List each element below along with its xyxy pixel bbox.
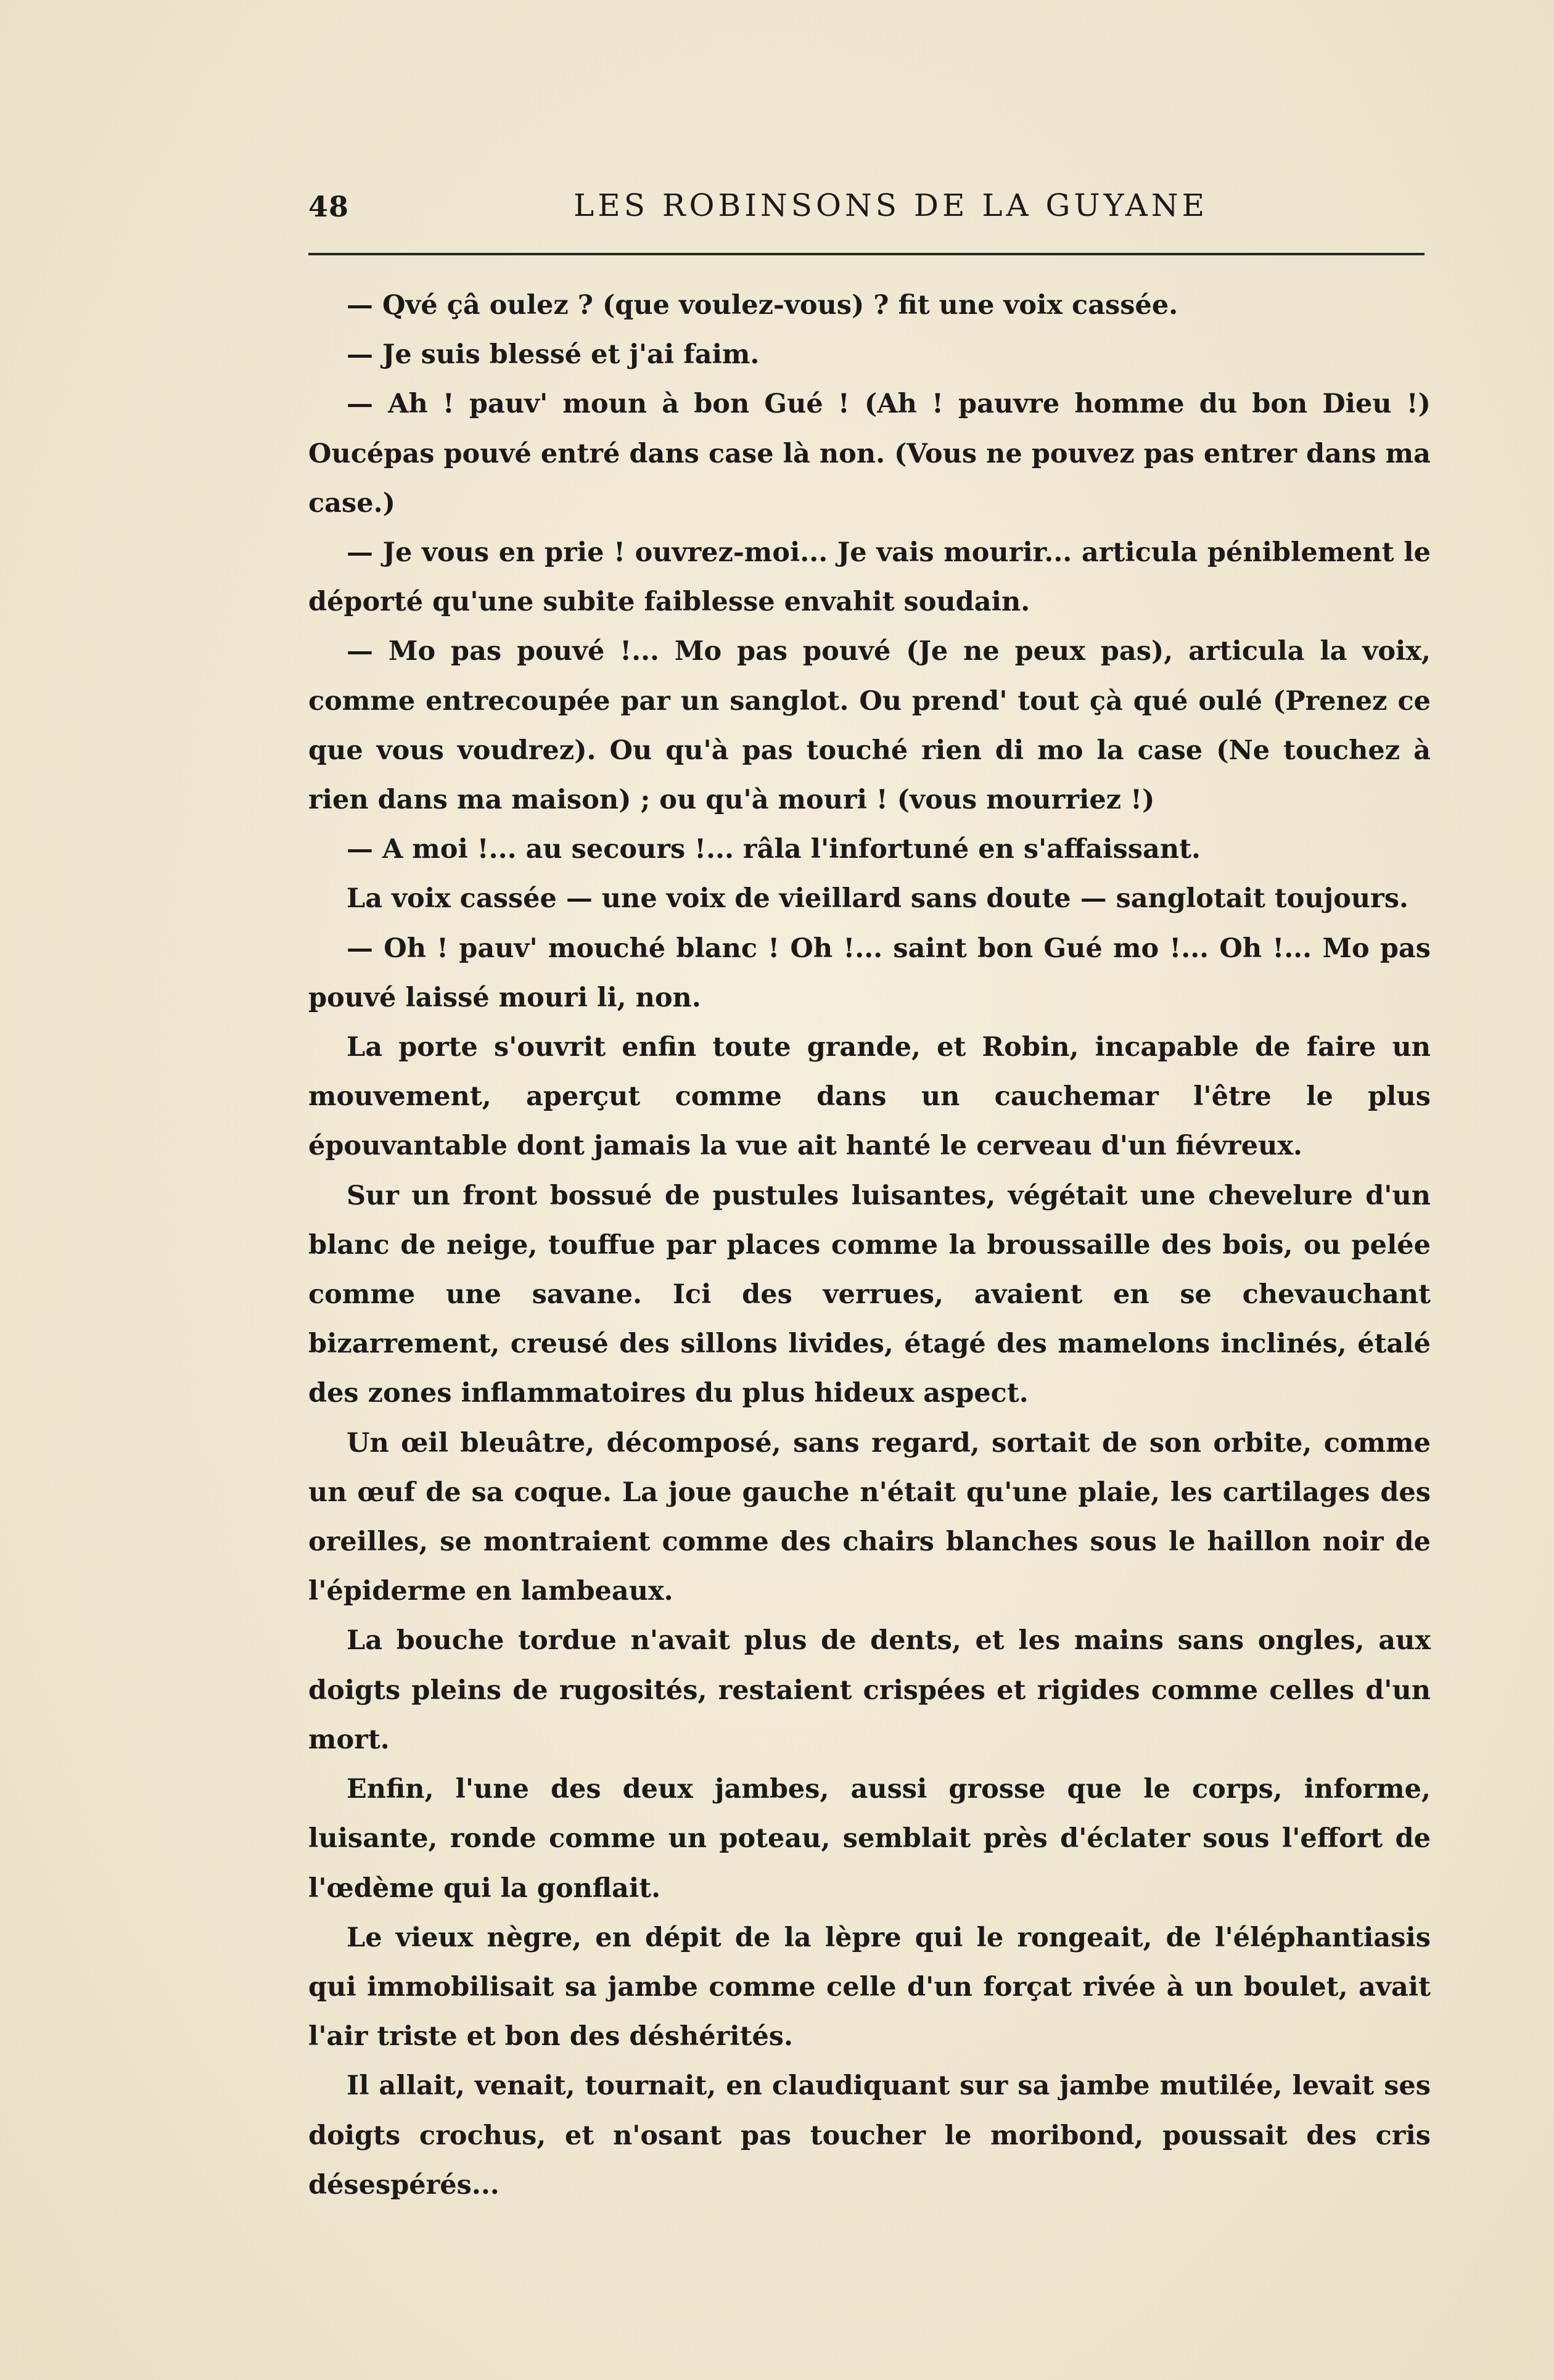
paragraph: La voix cassée — une voix de vieillard sans doute — sanglotait toujours.	[347, 883, 1409, 915]
paragraph: — Ah ! pauv' moun à bon Gué ! (Ah ! pauvre homme du bon Dieu !) Oucépas pouvé entré dans case là non. (Vous ne pouvez pas entrer dans ma case.)	[308, 389, 1431, 519]
page-number: 48	[308, 190, 350, 223]
running-title: LES ROBINSONS DE LA GUYANE	[574, 187, 1209, 223]
paragraph: Il allait, venait, tournait, en claudiquant sur sa jambe mutilée, levait ses doigts crochus, et n'osant pas toucher le moribond, poussait des cris désespérés...	[308, 2070, 1431, 2201]
paragraph: — Qvé çâ oulez ? (que voulez-vous) ? fit une voix cassée.	[347, 290, 1178, 321]
header-rule	[308, 253, 1424, 255]
paragraph: — Mo pas pouvé !... Mo pas pouvé (Je ne peux pas), articula la voix, comme entrecoupée par un sanglot. Ou prend' tout çà qué oulé (Prenez ce que vous voudrez). Ou qu'à pas touché rien di mo la case (Ne touchez à rien dans ma maison) ; ou qu'à mouri ! (vous mourriez !)	[308, 636, 1431, 816]
paragraph: Un œil bleuâtre, décomposé, sans regard, sortait de son orbite, comme un œuf de sa coque. La joue gauche n'était qu'une plaie, les cartilages des oreilles, se montraient comme des chairs blanches sous le haillon noir de l'épiderme en lambeaux.	[308, 1427, 1431, 1607]
paragraph: — A moi !... au secours !... râla l'infortuné en s'affaissant.	[347, 834, 1201, 865]
paragraph: Le vieux nègre, en dépit de la lèpre qui le rongeait, de l'éléphantiasis qui immobilisait sa jambe comme celle d'un forçat rivée à un boulet, avait l'air triste et bon des déshérités.	[308, 1922, 1431, 2053]
body-text	[308, 281, 1431, 2210]
paragraph: — Je vous en prie ! ouvrez-moi... Je vais mourir... articula péniblement le déporté qu'une subite faiblesse envahit soudain.	[308, 537, 1431, 618]
paragraph: Sur un front bossué de pustules luisantes, végétait une chevelure d'un blanc de neige, touffue par places comme la broussaille des bois, ou pelée comme une savane. Ici des verrues, avaient en se chevauchant bizarrement, creusé des sillons livides, étagé des mamelons inclinés, étalé des zones inflammatoires du plus hideux aspect.	[308, 1180, 1431, 1409]
paragraph: La porte s'ouvrit enfin toute grande, et Robin, incapable de faire un mouvement, aperçut comme dans un cauchemar l'être le plus épouvantable dont jamais la vue ait hanté le cerveau d'un fiévreux.	[308, 1032, 1431, 1162]
paragraph: — Je suis blessé et j'ai faim.	[347, 339, 760, 371]
page-header	[308, 185, 1424, 234]
paragraph: La bouche tordue n'avait plus de dents, et les mains sans ongles, aux doigts pleins de rugosités, restaient crispées et rigides comme celles d'un mort.	[308, 1625, 1431, 1755]
paragraph: Enfin, l'une des deux jambes, aussi grosse que le corps, informe, luisante, ronde comme un poteau, semblait près d'éclater sous l'effort de l'œdème qui la gonflait.	[308, 1774, 1431, 1904]
paragraph: — Oh ! pauv' mouché blanc ! Oh !... saint bon Gué mo !... Oh !... Mo pas pouvé laissé mouri li, non.	[308, 933, 1431, 1013]
